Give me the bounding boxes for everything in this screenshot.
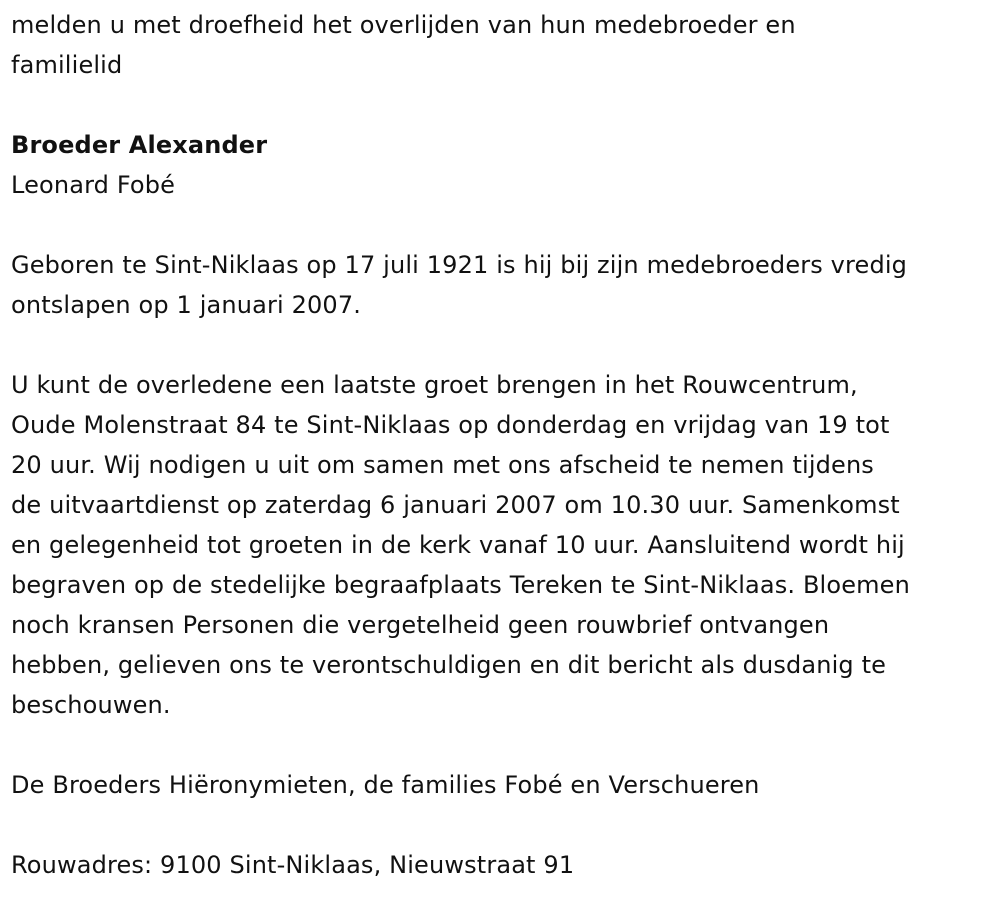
details-line: hebben, gelieven ons te verontschuldigen en dit bericht als dusdanig te <box>11 651 887 679</box>
deceased-full-name: Leonard Fobé <box>11 171 176 199</box>
intro-line: melden u met droefheid het overlijden van hun medebroeder en <box>11 11 796 39</box>
paragraph-gap <box>11 205 996 245</box>
intro-line: familielid <box>11 51 123 79</box>
families-signature: De Broeders Hiëronymieten, de families Fobé en Verschueren <box>11 771 760 799</box>
details-paragraph <box>11 365 996 725</box>
details-line: en gelegenheid tot groeten in de kerk vanaf 10 uur. Aansluitend wordt hij <box>11 531 905 559</box>
paragraph-gap <box>11 325 996 365</box>
birth-death-paragraph <box>11 245 996 325</box>
birth-death-line: ontslapen op 1 januari 2007. <box>11 291 362 319</box>
paragraph-gap <box>11 85 996 125</box>
details-line: beschouwen. <box>11 691 171 719</box>
paragraph-gap <box>11 725 996 765</box>
details-line: U kunt de overledene een laatste groet brengen in het Rouwcentrum, <box>11 371 858 399</box>
details-line: Oude Molenstraat 84 te Sint-Niklaas op donderdag en vrijdag van 19 tot <box>11 411 890 439</box>
mourning-address: Rouwadres: 9100 Sint-Niklaas, Nieuwstraat 91 <box>11 851 575 879</box>
details-line: 20 uur. Wij nodigen u uit om samen met ons afscheid te nemen tijdens <box>11 451 874 479</box>
obituary-text <box>11 0 996 885</box>
details-line: begraven op de stedelijke begraafplaats Tereken te Sint-Niklaas. Bloemen <box>11 571 910 599</box>
deceased-title: Broeder Alexander <box>11 131 268 159</box>
details-line: noch kransen Personen die vergetelheid geen rouwbrief ontvangen <box>11 611 830 639</box>
birth-death-line: Geboren te Sint-Niklaas op 17 juli 1921 is hij bij zijn medebroeders vredig <box>11 251 908 279</box>
intro-paragraph <box>11 5 996 85</box>
details-line: de uitvaartdienst op zaterdag 6 januari 2007 om 10.30 uur. Samenkomst <box>11 491 900 519</box>
paragraph-gap <box>11 805 996 845</box>
